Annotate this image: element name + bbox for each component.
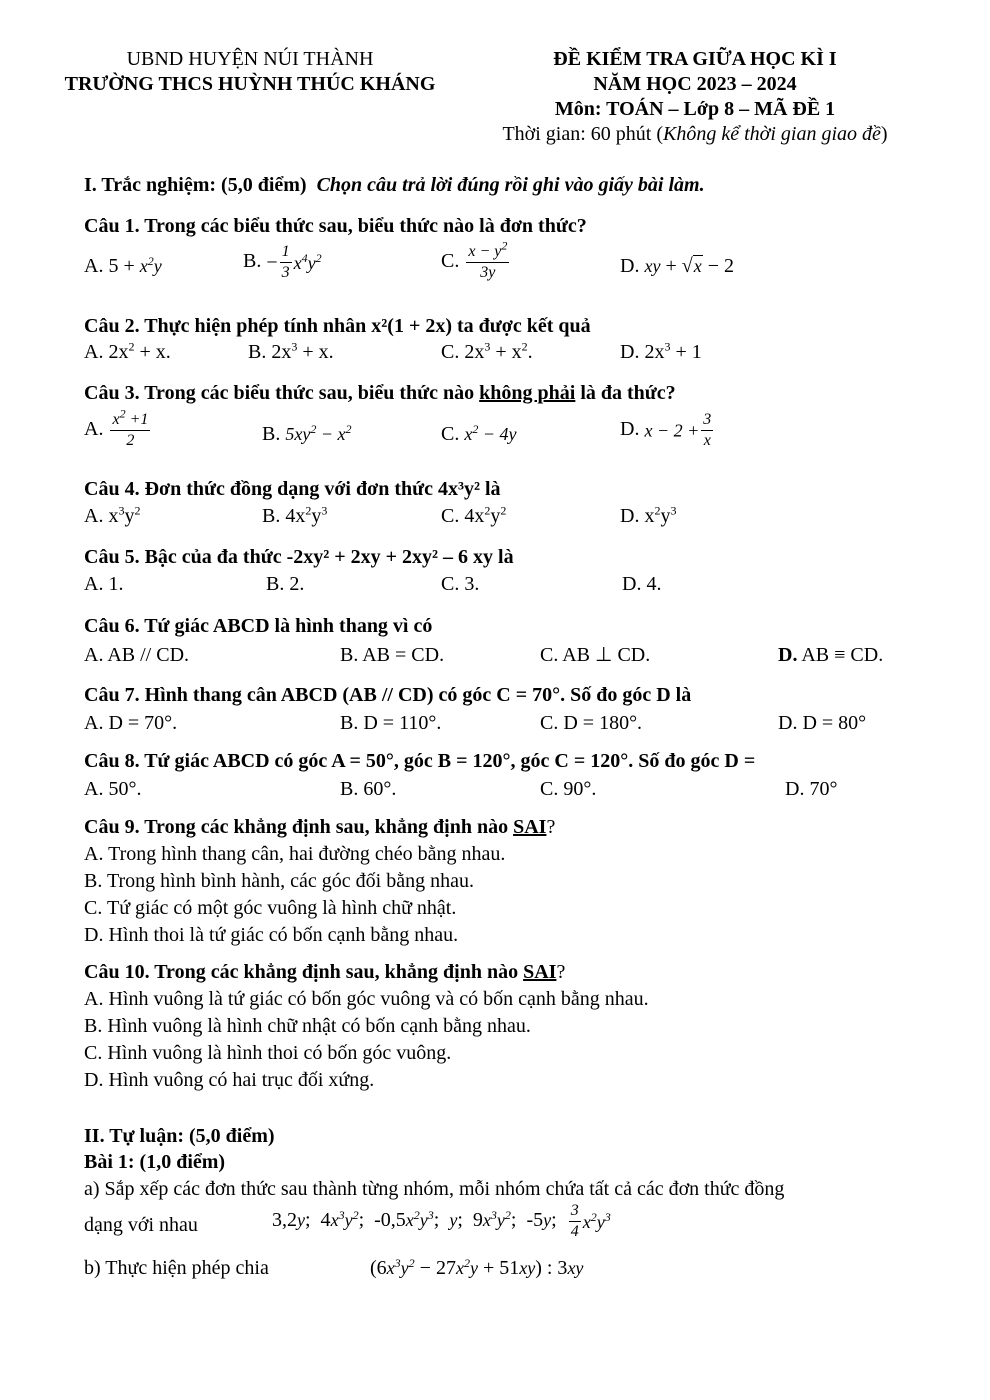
q7-option-a: A. D = 70°. — [84, 712, 178, 734]
school-name: TRƯỜNG THCS HUỲNH THÚC KHÁNG — [64, 73, 436, 95]
exam-time: Thời gian: 60 phút (Không kể thời gian giao đề) — [502, 123, 888, 145]
q2-option-d: D. $2x^3 + 1$ — [620, 339, 702, 363]
q5-option-b: B. 2. — [266, 573, 305, 595]
q10-option-c: C. Hình vuông là hình thoi có bốn góc vuông. — [84, 1042, 452, 1064]
q6-option-b: B. AB = CD. — [340, 644, 445, 666]
bai1-b-expression: $(6x^3y^2 - 27x^2y + 51xy)$ : 3xy — [370, 1256, 584, 1279]
q1-option-c: C. $\frac{x - y^2}{3y}$ — [441, 238, 508, 281]
bai1-b-line: b) Thực hiện phép chia — [84, 1257, 269, 1279]
bai1-a-monomials: 3,2y; $4x^3y^2$; $-0,5x^2y^3$; y; $9x^3y^2$; -5y; $\frac{3}{4}$ $x^2y^3$ — [272, 1202, 611, 1240]
exam-title: ĐỀ KIỂM TRA GIỮA HỌC KÌ I — [553, 48, 837, 70]
district-name: UBND HUYỆN NÚI THÀNH — [126, 48, 374, 70]
q3-option-d: D. x − 2 + $\frac{3}{x}$ — [620, 411, 712, 449]
question-2-stem: Câu 2. Thực hiện phép tính nhân x²(1 + 2x) ta được kết quả — [84, 315, 591, 337]
q3-option-a: A. $\frac{x^2 +1}{2}$ — [84, 406, 149, 449]
q5-option-d: D. 4. — [622, 573, 662, 595]
question-6-stem: Câu 6. Tứ giác ABCD là hình thang vì có — [84, 615, 433, 637]
q7-option-c: C. D = 180°. — [540, 712, 643, 734]
bai1-a-line2: dạng với nhau — [84, 1214, 198, 1236]
question-9-stem: Câu 9. Trong các khẳng định sau, khẳng định nào SAI? — [84, 816, 556, 838]
school-year: NĂM HỌC 2023 – 2024 — [593, 73, 797, 95]
question-3-stem: Câu 3. Trong các biểu thức sau, biểu thức nào không phải là đa thức? — [84, 382, 676, 404]
q4-option-d: D. $x^2y^3$ — [620, 503, 677, 527]
bai1-heading: Bài 1: (1,0 điểm) — [84, 1151, 226, 1173]
q7-option-d: D. D = 80° — [778, 712, 867, 734]
q4-option-a: A. $x^3y^2$ — [84, 503, 141, 527]
exam-subject: Môn: TOÁN – Lớp 8 – MÃ ĐỀ 1 — [554, 98, 836, 120]
q4-option-b: B. $4x^2y^3$ — [262, 503, 328, 527]
part2-heading: II. Tự luận: (5,0 điểm) — [84, 1125, 275, 1147]
q10-option-b: B. Hình vuông là hình chữ nhật có bốn cạnh bằng nhau. — [84, 1015, 531, 1037]
question-8-stem: Câu 8. Tứ giác ABCD có góc A = 50°, góc B = 120°, góc C = 120°. Số đo góc D = — [84, 750, 756, 772]
question-1-stem: Câu 1. Trong các biểu thức sau, biểu thức nào là đơn thức? — [84, 215, 587, 237]
q10-option-d: D. Hình vuông có hai trục đối xứng. — [84, 1069, 375, 1091]
exam-header — [470, 47, 920, 147]
q9-option-b: B. Trong hình bình hành, các góc đối bằng nhau. — [84, 870, 474, 892]
q1-option-a: A. $5 + x^2y$ — [84, 254, 162, 277]
q4-option-c: C. $4x^2y^2$ — [441, 503, 507, 527]
q8-option-a: A. 50°. — [84, 778, 142, 800]
q8-option-b: B. 60°. — [340, 778, 397, 800]
q2-option-b: B. $2x^3 + x$. — [248, 339, 334, 363]
q5-option-c: C. 3. — [441, 573, 480, 595]
q5-option-a: A. 1. — [84, 573, 124, 595]
q9-option-a: A. Trong hình thang cân, hai đường chéo bằng nhau. — [84, 843, 506, 865]
question-10-stem: Câu 10. Trong các khẳng định sau, khẳng định nào SAI? — [84, 961, 566, 983]
q3-option-b: B. $5xy^2 - x^2$ — [262, 422, 352, 445]
q1-option-b: B. − $\frac{1}{3}$ $x^4y^2$ — [243, 243, 322, 281]
q8-option-c: C. 90°. — [540, 778, 597, 800]
q10-option-a: A. Hình vuông là tứ giác có bốn góc vuông và có bốn cạnh bằng nhau. — [84, 988, 649, 1010]
school-header — [30, 47, 470, 97]
question-7-stem: Câu 7. Hình thang cân ABCD (AB // CD) có góc C = 70°. Số đo góc D là — [84, 684, 692, 706]
q6-option-c: C. AB ⊥ CD. — [540, 644, 651, 666]
q6-option-d: D. AB ≡ CD. — [778, 644, 884, 666]
q2-option-c: C. $2x^3 + x^2$. — [441, 339, 533, 363]
question-5-stem: Câu 5. Bậc của đa thức -2xy² + 2xy + 2xy² – 6 xy là — [84, 546, 514, 568]
q7-option-b: B. D = 110°. — [340, 712, 442, 734]
q6-option-a: A. AB // CD. — [84, 644, 190, 666]
q9-option-c: C. Tứ giác có một góc vuông là hình chữ nhật. — [84, 897, 457, 919]
q8-option-d: D. 70° — [785, 778, 838, 800]
q1-option-d: D. xy + √x − 2 — [620, 255, 734, 277]
question-4-stem: Câu 4. Đơn thức đồng dạng với đơn thức 4x³y² là — [84, 478, 501, 500]
bai1-a-line1: a) Sắp xếp các đơn thức sau thành từng nhóm, mỗi nhóm chứa tất cả các đơn thức đồng — [84, 1178, 785, 1200]
q9-option-d: D. Hình thoi là tứ giác có bốn cạnh bằng nhau. — [84, 924, 459, 946]
q2-option-a: A. $2x^2 + x$. — [84, 339, 171, 363]
q3-option-c: C. $x^2 - 4y$ — [441, 422, 517, 445]
part1-heading: I. Trắc nghiệm: (5,0 điểm) Chọn câu trả lời đúng rồi ghi vào giấy bài làm. — [84, 174, 705, 196]
